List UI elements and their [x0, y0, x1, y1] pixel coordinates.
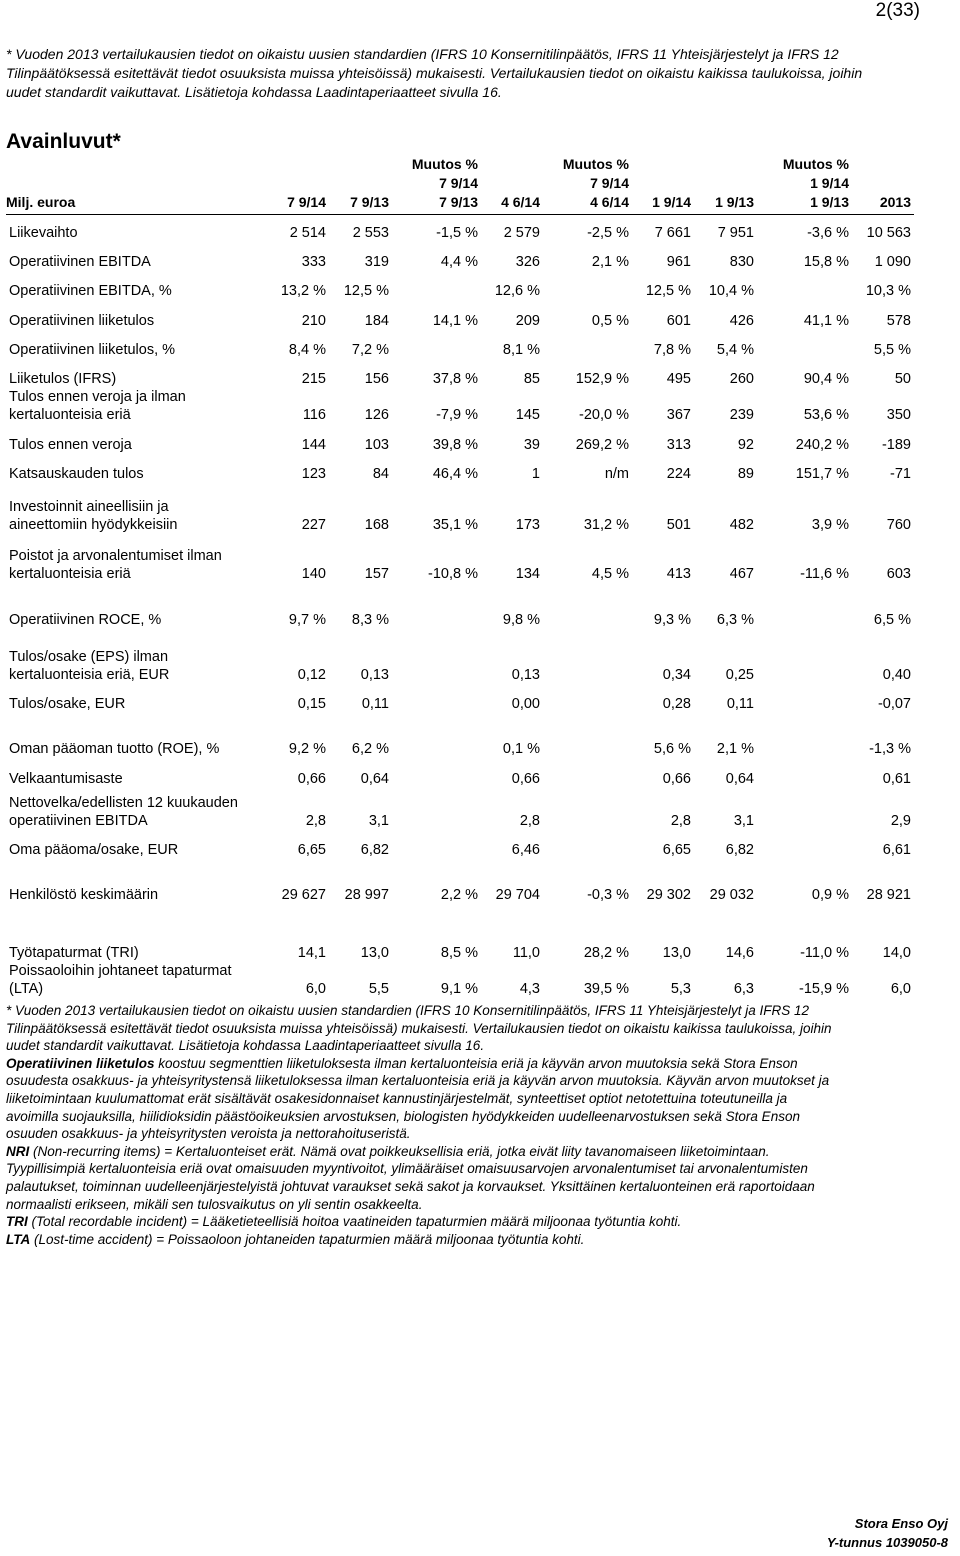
row-label: Operatiivinen liiketulos — [9, 313, 155, 329]
table-cell: 8,4 % — [288, 342, 326, 358]
table-cell: 227 — [301, 517, 326, 533]
row-label: Katsauskauden tulos — [9, 466, 144, 482]
footnote-text: osuuden osakkuus- ja yhteisyritysten veroista ja nettorahoituseristä. — [6, 1126, 411, 1142]
column-header: 4 6/14 — [501, 194, 540, 210]
table-cell: 28 997 — [344, 887, 389, 903]
row-label: Operatiivinen EBITDA — [9, 254, 151, 270]
footnote-line — [6, 1002, 809, 1020]
column-header: 1 9/14 — [810, 175, 849, 191]
table-cell: 0,15 — [297, 696, 326, 712]
table-cell: 37,8 % — [432, 371, 478, 387]
table-cell: 8,1 % — [502, 342, 540, 358]
row-label: Poistot ja arvonalentumiset ilman — [9, 548, 222, 564]
table-cell: -3,6 % — [807, 225, 849, 241]
table-cell: 6,65 — [662, 842, 691, 858]
column-header: Muutos % — [782, 156, 849, 172]
footnote-line — [6, 1196, 422, 1214]
table-cell: 0,61 — [882, 771, 911, 787]
table-cell: 53,6 % — [803, 407, 849, 423]
row-label: Velkaantumisaste — [9, 771, 123, 787]
table-cell: 5,5 — [368, 981, 389, 997]
table-cell: 2 514 — [289, 225, 326, 241]
column-header: 1 9/14 — [652, 194, 691, 210]
footnote-line — [6, 1143, 769, 1161]
table-cell: 0,13 — [360, 667, 389, 683]
row-label: Operatiivinen ROCE, % — [9, 612, 162, 628]
table-cell: 4,5 % — [591, 566, 629, 582]
table-cell: 35,1 % — [432, 517, 478, 533]
row-label: Tulos/osake, EUR — [9, 696, 126, 712]
column-header: 7 9/14 — [590, 175, 629, 191]
footnote-line — [6, 1037, 484, 1055]
table-cell: 260 — [729, 371, 754, 387]
table-cell: 239 — [729, 407, 754, 423]
table-cell: 39,5 % — [583, 981, 629, 997]
row-label: Oman pääoman tuotto (ROE), % — [9, 741, 220, 757]
footnote-text: liiketoimintaan kuulumattomat erät sisältävät osakesidonnaiset kannustinjärjestelmät, synteettiset optiot netotettuina toteutuneilla ja — [6, 1091, 788, 1106]
table-cell: 126 — [364, 407, 389, 423]
column-header: 1 9/13 — [810, 194, 849, 210]
table-cell: 467 — [729, 566, 754, 582]
table-cell: 14,0 — [882, 945, 911, 961]
table-cell: -2,5 % — [587, 225, 629, 241]
table-cell: 116 — [302, 407, 326, 423]
table-cell: 9,3 % — [653, 612, 691, 628]
table-cell: 46,4 % — [432, 466, 478, 482]
table-cell: 85 — [523, 371, 540, 387]
table-cell: 333 — [301, 254, 326, 270]
table-cell: 134 — [515, 566, 540, 582]
table-cell: 157 — [364, 566, 389, 582]
footnote-text: * Vuoden 2013 vertailukausien tiedot on oikaistu uusien standardien (IFRS 10 Konsernitilinpäätös, IFRS 11 Yhteisjärjestelyt ja IFRS 12 — [6, 1003, 809, 1018]
table-cell: 578 — [886, 313, 911, 329]
table-cell: 426 — [729, 313, 754, 329]
row-label: Työtapaturmat (TRI) — [9, 945, 139, 961]
company-name: Stora Enso Oyj — [854, 1516, 948, 1531]
footnote-text: Tyypillisimpiä kertaluonteisia eriä ovat omaisuuden myyntivoitot, ylimääräiset omaisuusarvojen arvonalentumiset tai arvonalentumisten — [6, 1161, 808, 1177]
table-cell: 2,9 — [890, 813, 911, 829]
table-cell: 145 — [515, 407, 540, 423]
table-cell: 6,2 % — [351, 741, 389, 757]
table-cell: 5,5 % — [873, 342, 911, 358]
column-header: 7 9/14 — [439, 175, 478, 191]
table-cell: 28 921 — [866, 887, 911, 903]
footnote-text: osuudesta osakkuus- ja yhteisyritystensä liiketuloksessa ilman kertaluonteisia eriä ja käyvän arvon muutoksia. Käyvän arvon muutokset ja — [6, 1073, 830, 1089]
intro-note-line: Tilinpäätöksessä esitettävät tiedot osuuksista muissa yhteisöissä) mukaisesti. Vertailukausien tiedot on oikaistu kaikissa taulukoissa, joihin — [6, 65, 863, 81]
table-cell: 482 — [729, 517, 754, 533]
row-label: Operatiivinen EBITDA, % — [9, 283, 172, 299]
table-cell: 1 — [531, 466, 540, 482]
table-cell: 7 661 — [654, 225, 691, 241]
table-cell: 7,2 % — [351, 342, 389, 358]
table-cell: 90,4 % — [803, 371, 849, 387]
table-cell: -1,3 % — [869, 741, 911, 757]
table-cell: 84 — [372, 466, 389, 482]
table-cell: 3,1 — [368, 813, 389, 829]
table-cell: 6,5 % — [873, 612, 911, 628]
table-cell: 269,2 % — [575, 437, 629, 453]
table-cell: n/m — [604, 466, 629, 482]
footnote-text: avoimilla suojauksilla, hiilidioksidin päästöoikeuksien arvostuksen, biologisten hyödykkeiden uudelleenarvostuksen sekä Stora Enson — [6, 1108, 800, 1124]
table-cell: 14,1 — [297, 945, 326, 961]
table-cell: 501 — [666, 517, 691, 533]
table-cell: 0,11 — [726, 696, 754, 712]
table-cell: 144 — [301, 437, 326, 453]
row-label: Liikevaihto — [9, 225, 78, 241]
table-cell: 14,1 % — [432, 313, 478, 329]
row-label: Henkilöstö keskimäärin — [9, 887, 159, 903]
column-header: 7 9/13 — [439, 194, 478, 210]
table-cell: 2,1 % — [591, 254, 629, 270]
table-cell: 13,2 % — [280, 283, 326, 299]
table-cell: 9,1 % — [440, 981, 478, 997]
column-header: 7 9/14 — [287, 194, 326, 210]
footnote-line — [6, 1108, 800, 1126]
table-cell: 9,8 % — [502, 612, 540, 628]
table-cell: 495 — [666, 371, 691, 387]
table-cell: 10,3 % — [865, 283, 911, 299]
table-cell: 9,7 % — [288, 612, 326, 628]
table-cell: 92 — [737, 437, 754, 453]
table-cell: 103 — [364, 437, 389, 453]
footnote-text: koostuu segmenttien liiketuloksesta ilman kertaluonteisia eriä ja käyvän arvon muutoksia sekä Stora Enson — [154, 1055, 798, 1071]
table-cell: 6,65 — [297, 842, 326, 858]
table-cell: 0,11 — [361, 696, 389, 712]
footnote-text: normaalisti erikseen, mikäli sen tulosvaikutus on yli sentin osakkeelta. — [6, 1196, 423, 1212]
table-cell: 6,82 — [725, 842, 754, 858]
footnote-text: (Non-recurring items) = Kertaluonteiset erät. Nämä ovat poikkeuksellisia eriä, jotka eivät liity tavanomaiseen liiketoimintaan. — [29, 1143, 770, 1159]
column-header: 1 9/13 — [715, 194, 754, 210]
table-cell: 5,4 % — [716, 342, 754, 358]
table-cell: 15,8 % — [803, 254, 849, 270]
table-cell: 41,1 % — [803, 313, 849, 329]
table-cell: 50 — [894, 371, 911, 387]
table-cell: 12,6 % — [494, 283, 540, 299]
table-cell: 4,4 % — [440, 254, 478, 270]
table-cell: -11,0 % — [800, 945, 849, 961]
row-label: aineettomiin hyödykkeisiin — [9, 517, 178, 533]
business-id: Y-tunnus 1039050-8 — [826, 1535, 948, 1550]
table-cell: -0,07 — [877, 696, 911, 712]
footnote-text: Tilinpäätöksessä esitettävät tiedot osuuksista muissa yhteisöissä) mukaisesti. Vertailukausien tiedot on oikaistu kaikissa taulukoissa, joihin — [6, 1020, 832, 1036]
footnote-term: Operatiivinen liiketulos — [6, 1055, 155, 1071]
column-header: 7 9/13 — [350, 194, 389, 210]
header-rule — [6, 214, 914, 215]
table-cell: 0,00 — [511, 696, 540, 712]
table-cell: 8,3 % — [351, 612, 389, 628]
table-cell: 29 032 — [709, 887, 754, 903]
table-cell: 0,12 — [297, 667, 326, 683]
table-cell: 168 — [364, 517, 389, 533]
row-label: kertaluonteisia eriä — [9, 566, 131, 582]
column-header: Muutos % — [562, 156, 629, 172]
table-cell: 11,0 — [512, 945, 540, 961]
table-cell: 0,64 — [725, 771, 754, 787]
table-cell: 601 — [666, 313, 691, 329]
table-cell: 12,5 % — [645, 283, 691, 299]
table-cell: 152,9 % — [575, 371, 629, 387]
table-cell: 10 563 — [866, 225, 911, 241]
table-cell: -71 — [890, 466, 911, 482]
table-cell: 7,8 % — [653, 342, 691, 358]
table-cell: -20,0 % — [579, 407, 629, 423]
table-cell: 2,1 % — [716, 741, 754, 757]
table-cell: 8,5 % — [440, 945, 478, 961]
table-cell: 603 — [886, 566, 911, 582]
table-cell: 319 — [364, 254, 389, 270]
table-cell: 29 704 — [495, 887, 540, 903]
row-label: Nettovelka/edellisten 12 kuukauden — [9, 795, 238, 811]
table-cell: 12,5 % — [343, 283, 389, 299]
table-cell: 9,2 % — [288, 741, 326, 757]
table-cell: 313 — [666, 437, 691, 453]
footnote-line — [6, 1072, 829, 1090]
table-cell: 31,2 % — [583, 517, 629, 533]
section-title: Avainluvut* — [6, 130, 121, 153]
table-cell: 961 — [666, 254, 691, 270]
table-cell: 0,28 — [662, 696, 691, 712]
table-cell: 28,2 % — [583, 945, 629, 961]
table-cell: 0,66 — [297, 771, 326, 787]
table-cell: 13,0 — [360, 945, 389, 961]
table-cell: 215 — [301, 371, 326, 387]
column-header: 4 6/14 — [590, 194, 629, 210]
table-cell: 6,46 — [511, 842, 540, 858]
footnote-line — [6, 1020, 832, 1038]
table-cell: 760 — [886, 517, 911, 533]
table-cell: -1,5 % — [436, 225, 478, 241]
row-label: kertaluonteisia eriä — [9, 407, 131, 423]
table-cell: 0,13 — [511, 667, 540, 683]
table-cell: 10,4 % — [708, 283, 754, 299]
table-cell: -15,9 % — [799, 981, 849, 997]
table-cell: 6,3 % — [716, 612, 754, 628]
column-header: 2013 — [879, 194, 911, 210]
table-cell: 173 — [515, 517, 540, 533]
table-cell: -0,3 % — [587, 887, 629, 903]
footnote-term: NRI — [6, 1143, 30, 1159]
row-label: kertaluonteisia eriä, EUR — [9, 667, 170, 683]
table-cell: 224 — [666, 466, 691, 482]
table-cell: 184 — [364, 313, 389, 329]
table-cell: 0,64 — [360, 771, 389, 787]
footnote-line — [6, 1090, 787, 1108]
column-header: Muutos % — [411, 156, 478, 172]
table-cell: 6,61 — [882, 842, 911, 858]
table-cell: 39,8 % — [432, 437, 478, 453]
row-label: Tulos/osake (EPS) ilman — [9, 649, 169, 665]
table-cell: 140 — [301, 566, 326, 582]
footnote-text: (Total recordable incident) = Lääketieteellisiä hoitoa vaatineiden tapaturmien määrä miljoonaa työtuntia kohti. — [27, 1214, 682, 1230]
table-cell: 14,6 — [725, 945, 754, 961]
table-cell: 2,8 — [670, 813, 691, 829]
table-cell: 6,3 — [733, 981, 754, 997]
footnote-term: TRI — [6, 1214, 28, 1230]
table-cell: -10,8 % — [428, 566, 478, 582]
row-label: (LTA) — [9, 981, 44, 997]
row-label: Tulos ennen veroja — [9, 437, 132, 453]
footnote-line — [6, 1231, 584, 1249]
table-cell: 2 553 — [352, 225, 389, 241]
row-label: Tulos ennen veroja ja ilman — [9, 389, 186, 405]
table-cell: 209 — [515, 313, 540, 329]
table-cell: 2,8 — [519, 813, 540, 829]
table-cell: 0,40 — [882, 667, 911, 683]
table-cell: 89 — [737, 466, 754, 482]
row-label: Oma pääoma/osake, EUR — [9, 842, 179, 858]
table-cell: 4,3 — [519, 981, 540, 997]
intro-note-line: uudet standardit vaikuttavat. Lisätietoja kohdassa Laadintaperiaatteet sivulla 16. — [6, 84, 502, 100]
table-cell: 6,82 — [360, 842, 389, 858]
table-cell: 123 — [301, 466, 326, 482]
table-cell: -7,9 % — [436, 407, 478, 423]
table-cell: 13,0 — [662, 945, 691, 961]
table-cell: 0,66 — [662, 771, 691, 787]
table-cell: 6,0 — [305, 981, 326, 997]
table-cell: 6,0 — [890, 981, 911, 997]
table-cell: 29 302 — [646, 887, 691, 903]
footnote-line — [6, 1213, 681, 1231]
table-cell: 151,7 % — [795, 466, 849, 482]
table-cell: -189 — [881, 437, 911, 453]
table-cell: 2 579 — [503, 225, 540, 241]
footnote-line — [6, 1178, 815, 1196]
footnote-text: palautukset, toiminnan uudelleenjärjestelyistä johtuvat varaukset sekä sakot ja korvaukset. Yksittäinen kertaluonteinen erä raportoidaan — [6, 1179, 815, 1194]
table-cell: 7 951 — [717, 225, 754, 241]
table-cell: 326 — [515, 254, 540, 270]
table-cell: 0,9 % — [811, 887, 849, 903]
table-cell: 156 — [364, 371, 389, 387]
footnote-line — [6, 1160, 808, 1178]
row-label: Poissaoloihin johtaneet tapaturmat — [9, 963, 232, 979]
table-cell: 5,6 % — [653, 741, 691, 757]
table-cell: 2,2 % — [440, 887, 478, 903]
page-number: 2(33) — [875, 0, 920, 21]
table-cell: 240,2 % — [795, 437, 849, 453]
footnote-text: (Lost-time accident) = Poissaoloon johtaneiden tapaturmien määrä miljoonaa työtuntia kohti. — [30, 1231, 585, 1247]
table-cell: 0,5 % — [591, 313, 629, 329]
row-label: operatiivinen EBITDA — [9, 813, 148, 829]
table-cell: 0,25 — [725, 667, 754, 683]
intro-note-line: * Vuoden 2013 vertailukausien tiedot on oikaistu uusien standardien (IFRS 10 Konsernitilinpäätös, IFRS 11 Yhteisjärjestelyt ja IFRS 12 — [6, 46, 839, 62]
table-cell: 413 — [666, 566, 691, 582]
footnote-text: uudet standardit vaikuttavat. Lisätietoja kohdassa Laadintaperiaatteet sivulla 16. — [6, 1038, 485, 1054]
table-cell: 3,1 — [733, 813, 754, 829]
footnote-line — [6, 1055, 798, 1073]
table-cell: 367 — [666, 407, 691, 423]
footnote-term: LTA — [6, 1231, 31, 1247]
table-cell: 830 — [729, 254, 754, 270]
table-cell: 3,9 % — [811, 517, 849, 533]
footnote-line — [6, 1125, 410, 1143]
table-cell: 29 627 — [281, 887, 326, 903]
table-cell: 1 090 — [874, 254, 911, 270]
table-cell: 210 — [301, 313, 326, 329]
row-label: Liiketulos (IFRS) — [9, 371, 117, 387]
table-cell: 5,3 — [670, 981, 691, 997]
table-cell: 39 — [523, 437, 540, 453]
table-cell: 0,34 — [662, 667, 691, 683]
table-cell: 350 — [886, 407, 911, 423]
table-cell: 0,66 — [511, 771, 540, 787]
row-label: Investoinnit aineellisiin ja — [9, 499, 169, 515]
table-cell: 0,1 % — [502, 741, 540, 757]
row-label: Operatiivinen liiketulos, % — [9, 342, 176, 358]
table-cell: -11,6 % — [800, 566, 849, 582]
table-cell: 2,8 — [305, 813, 326, 829]
unit-label: Milj. euroa — [6, 194, 76, 210]
